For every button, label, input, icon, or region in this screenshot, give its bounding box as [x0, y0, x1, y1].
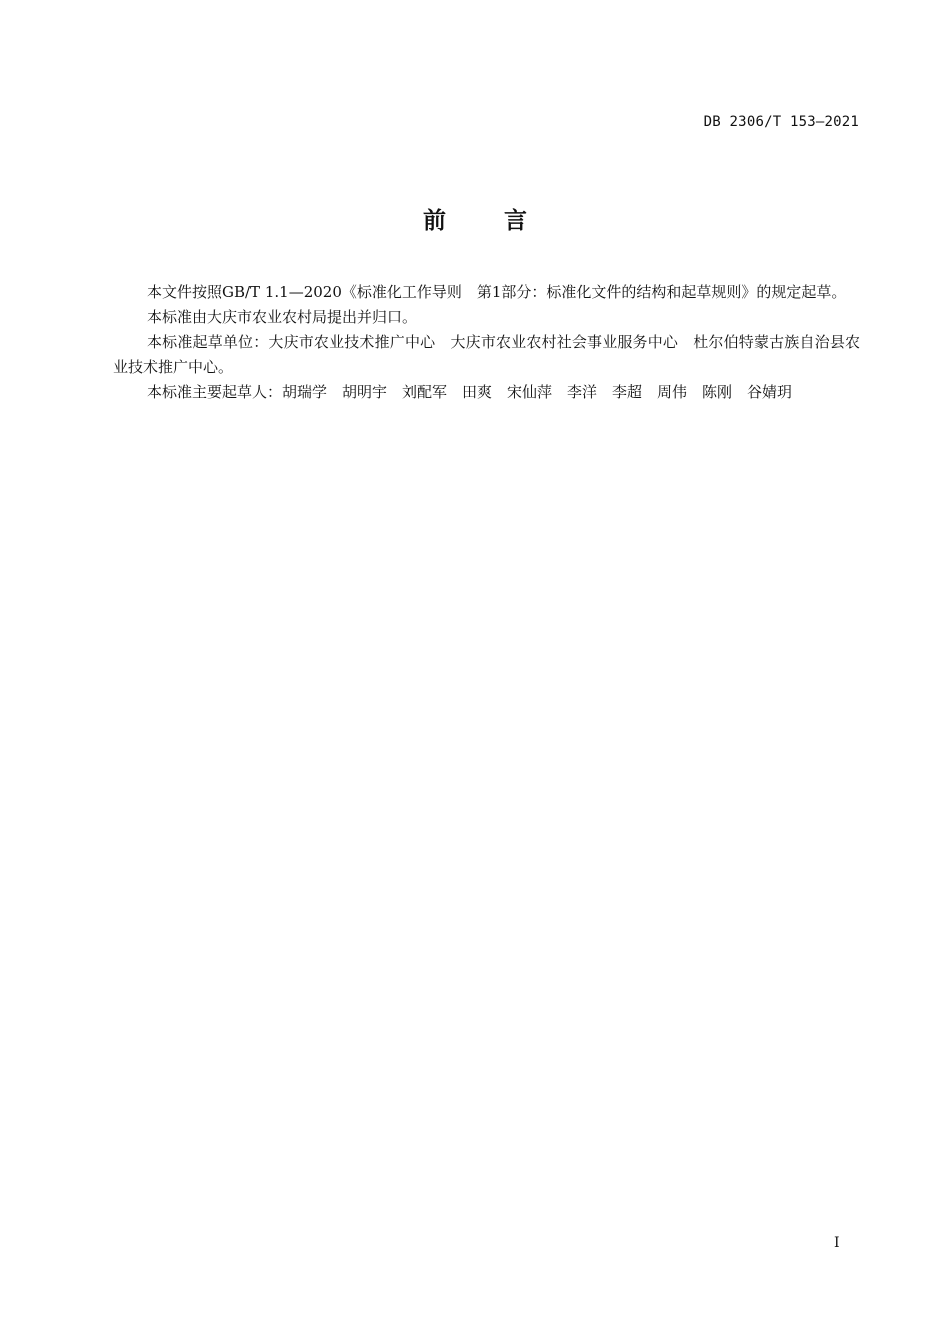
paragraph-drafting-basis: 本文件按照GB/T 1.1—2020《标准化工作导则 第1部分：标准化文件的结构和起草规则》的规定起草。 — [147, 283, 847, 301]
foreword-body — [113, 280, 860, 405]
paragraph-drafting-units: 本标准起草单位：大庆市农业技术推广中心 大庆市农业农村社会事业服务中心 杜尔伯特蒙古族自治县农业技术推广中心。 — [113, 333, 860, 376]
page-number: I — [834, 1235, 840, 1251]
paragraph-drafters: 本标准主要起草人：胡瑞学 胡明宇 刘配军 田爽 宋仙萍 李洋 李超 周伟 陈刚 谷婧玥 — [147, 383, 793, 401]
paragraph-proposer: 本标准由大庆市农业农村局提出并归口。 — [147, 308, 418, 326]
title-char-1: 前 — [423, 208, 446, 234]
title-char-2: 言 — [504, 208, 527, 234]
document-code: DB 2306/T 153—2021 — [703, 114, 859, 130]
page-title — [0, 202, 950, 235]
